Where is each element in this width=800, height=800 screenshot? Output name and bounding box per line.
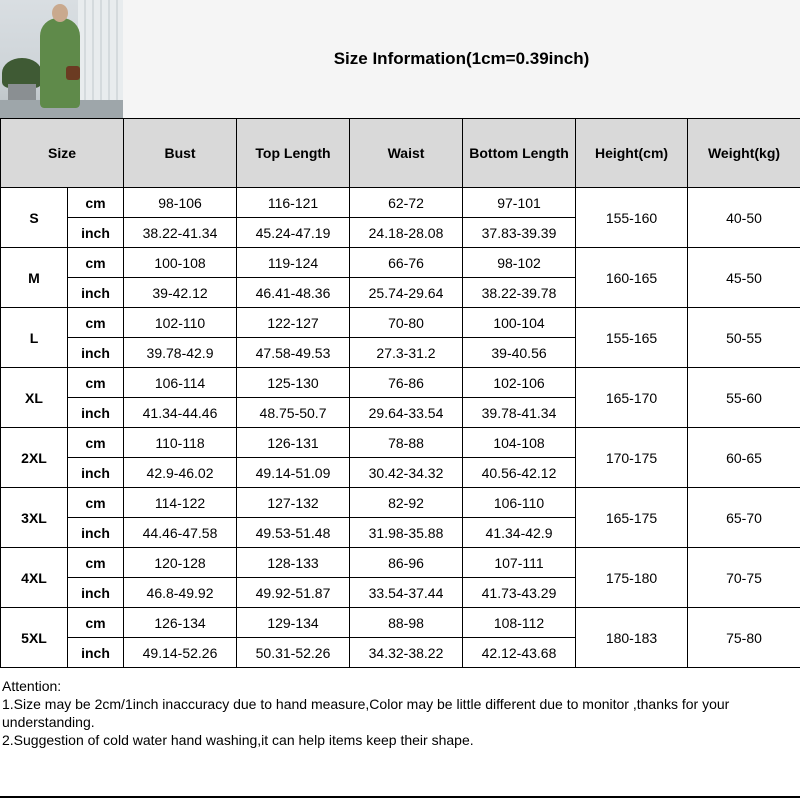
- table-row: [1, 428, 800, 458]
- bust-cell: 46.8-49.92: [124, 578, 237, 608]
- top-length-cell: 125-130: [237, 368, 350, 398]
- bottom-length-cell: 108-112: [463, 608, 576, 638]
- size-label: L: [1, 308, 68, 368]
- unit-label: cm: [68, 188, 124, 218]
- unit-label: inch: [68, 218, 124, 248]
- unit-label: inch: [68, 338, 124, 368]
- weight-cell: 65-70: [688, 488, 800, 548]
- unit-label: inch: [68, 278, 124, 308]
- bust-cell: 100-108: [124, 248, 237, 278]
- top-length-cell: 128-133: [237, 548, 350, 578]
- height-cell: 180-183: [576, 608, 688, 668]
- bust-cell: 102-110: [124, 308, 237, 338]
- waist-cell: 27.3-31.2: [350, 338, 463, 368]
- photo-green-dress: [40, 18, 80, 108]
- bottom-length-cell: 39-40.56: [463, 338, 576, 368]
- top-length-cell: 122-127: [237, 308, 350, 338]
- waist-cell: 31.98-35.88: [350, 518, 463, 548]
- waist-cell: 86-96: [350, 548, 463, 578]
- table-row: [1, 308, 800, 338]
- bottom-length-cell: 38.22-39.78: [463, 278, 576, 308]
- height-cell: 175-180: [576, 548, 688, 608]
- header-waist: Waist: [350, 119, 463, 188]
- bust-cell: 106-114: [124, 368, 237, 398]
- waist-cell: 62-72: [350, 188, 463, 218]
- top-length-cell: 129-134: [237, 608, 350, 638]
- weight-cell: 70-75: [688, 548, 800, 608]
- bust-cell: 98-106: [124, 188, 237, 218]
- note-item-2: 2.Suggestion of cold water hand washing,it can help items keep their shape.: [2, 732, 474, 748]
- header-size: Size: [1, 119, 124, 188]
- page-title: Size Information(1cm=0.39inch): [333, 49, 590, 68]
- unit-label: cm: [68, 428, 124, 458]
- bottom-length-cell: 106-110: [463, 488, 576, 518]
- top-length-cell: 48.75-50.7: [237, 398, 350, 428]
- unit-label: inch: [68, 638, 124, 668]
- waist-cell: 34.32-38.22: [350, 638, 463, 668]
- weight-cell: 75-80: [688, 608, 800, 668]
- bottom-length-cell: 102-106: [463, 368, 576, 398]
- header-top-length: Top Length: [237, 119, 350, 188]
- height-cell: 160-165: [576, 248, 688, 308]
- unit-label: cm: [68, 608, 124, 638]
- height-cell: 170-175: [576, 428, 688, 488]
- bust-cell: 42.9-46.02: [124, 458, 237, 488]
- size-label: M: [1, 248, 68, 308]
- unit-label: inch: [68, 578, 124, 608]
- notes-heading: Attention:: [2, 678, 62, 694]
- bottom-length-cell: 41.73-43.29: [463, 578, 576, 608]
- top-length-cell: 119-124: [237, 248, 350, 278]
- bust-cell: 38.22-41.34: [124, 218, 237, 248]
- table-row: [1, 488, 800, 518]
- bottom-length-cell: 37.83-39.39: [463, 218, 576, 248]
- waist-cell: 78-88: [350, 428, 463, 458]
- header-weight: Weight(kg): [688, 119, 800, 188]
- waist-cell: 29.64-33.54: [350, 398, 463, 428]
- weight-cell: 60-65: [688, 428, 800, 488]
- waist-cell: 76-86: [350, 368, 463, 398]
- bottom-length-cell: 97-101: [463, 188, 576, 218]
- table-row: [1, 188, 800, 218]
- top-length-cell: 116-121: [237, 188, 350, 218]
- photo-handbag: [66, 66, 80, 80]
- bottom-length-cell: 40.56-42.12: [463, 458, 576, 488]
- height-cell: 165-175: [576, 488, 688, 548]
- unit-label: cm: [68, 248, 124, 278]
- table-header-row: [1, 119, 800, 188]
- bottom-length-cell: 42.12-43.68: [463, 638, 576, 668]
- header-bust: Bust: [124, 119, 237, 188]
- unit-label: cm: [68, 368, 124, 398]
- top-length-cell: 47.58-49.53: [237, 338, 350, 368]
- top-length-cell: 127-132: [237, 488, 350, 518]
- header-bottom-length: Bottom Length: [463, 119, 576, 188]
- product-photo: [0, 0, 123, 118]
- unit-label: cm: [68, 488, 124, 518]
- bottom-length-cell: 39.78-41.34: [463, 398, 576, 428]
- waist-cell: 70-80: [350, 308, 463, 338]
- table-row: [1, 608, 800, 638]
- table-row: [1, 248, 800, 278]
- bust-cell: 41.34-44.46: [124, 398, 237, 428]
- bust-cell: 126-134: [124, 608, 237, 638]
- waist-cell: 24.18-28.08: [350, 218, 463, 248]
- size-label: 5XL: [1, 608, 68, 668]
- top-length-cell: 126-131: [237, 428, 350, 458]
- unit-label: inch: [68, 398, 124, 428]
- unit-label: cm: [68, 548, 124, 578]
- height-cell: 155-165: [576, 308, 688, 368]
- table-row: [1, 368, 800, 398]
- unit-label: cm: [68, 308, 124, 338]
- top-length-cell: 46.41-48.36: [237, 278, 350, 308]
- top-length-cell: 45.24-47.19: [237, 218, 350, 248]
- size-table: [0, 118, 800, 668]
- waist-cell: 66-76: [350, 248, 463, 278]
- bottom-length-cell: 41.34-42.9: [463, 518, 576, 548]
- size-label: 3XL: [1, 488, 68, 548]
- note-item-1: 1.Size may be 2cm/1inch inaccuracy due to hand measure,Color may be little different due to monitor ,thanks for your understanding.: [2, 696, 730, 730]
- bust-cell: 49.14-52.26: [124, 638, 237, 668]
- bottom-length-cell: 107-111: [463, 548, 576, 578]
- top-length-cell: 49.14-51.09: [237, 458, 350, 488]
- unit-label: inch: [68, 458, 124, 488]
- waist-cell: 30.42-34.32: [350, 458, 463, 488]
- bust-cell: 39.78-42.9: [124, 338, 237, 368]
- top-length-cell: 49.92-51.87: [237, 578, 350, 608]
- bust-cell: 39-42.12: [124, 278, 237, 308]
- bust-cell: 114-122: [124, 488, 237, 518]
- bust-cell: 44.46-47.58: [124, 518, 237, 548]
- waist-cell: 88-98: [350, 608, 463, 638]
- height-cell: 165-170: [576, 368, 688, 428]
- photo-model-head: [52, 4, 68, 22]
- waist-cell: 25.74-29.64: [350, 278, 463, 308]
- unit-label: inch: [68, 518, 124, 548]
- size-label: 2XL: [1, 428, 68, 488]
- size-label: 4XL: [1, 548, 68, 608]
- bust-cell: 110-118: [124, 428, 237, 458]
- weight-cell: 45-50: [688, 248, 800, 308]
- size-label: XL: [1, 368, 68, 428]
- bottom-length-cell: 104-108: [463, 428, 576, 458]
- table-row: [1, 548, 800, 578]
- weight-cell: 50-55: [688, 308, 800, 368]
- attention-notes: [2, 677, 798, 749]
- header-height: Height(cm): [576, 119, 688, 188]
- waist-cell: 33.54-37.44: [350, 578, 463, 608]
- size-label: S: [1, 188, 68, 248]
- waist-cell: 82-92: [350, 488, 463, 518]
- bottom-divider: [0, 796, 800, 798]
- top-length-cell: 50.31-52.26: [237, 638, 350, 668]
- bust-cell: 120-128: [124, 548, 237, 578]
- weight-cell: 40-50: [688, 188, 800, 248]
- photo-door: [78, 0, 123, 100]
- weight-cell: 55-60: [688, 368, 800, 428]
- top-length-cell: 49.53-51.48: [237, 518, 350, 548]
- bottom-length-cell: 100-104: [463, 308, 576, 338]
- height-cell: 155-160: [576, 188, 688, 248]
- bottom-length-cell: 98-102: [463, 248, 576, 278]
